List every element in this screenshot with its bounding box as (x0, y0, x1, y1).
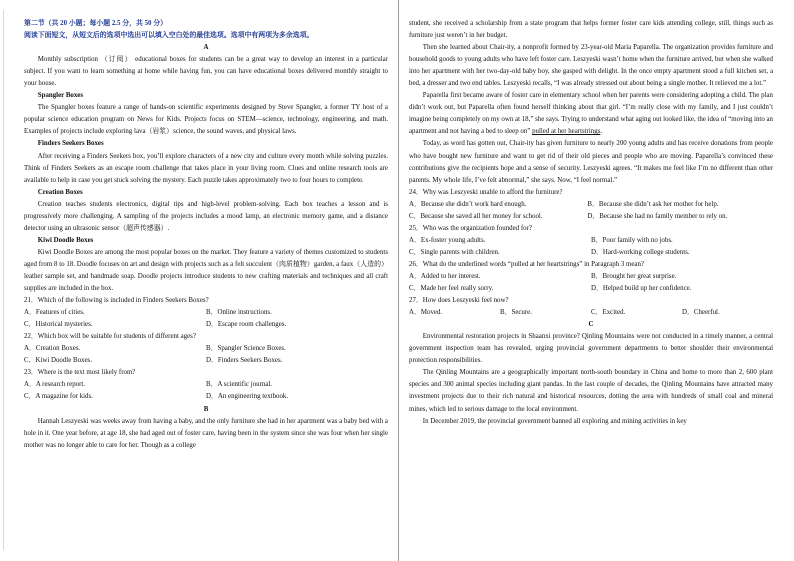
option-b[interactable]: B．Spangler Science Boxes. (206, 345, 286, 353)
option-d[interactable]: D．Helped build up her confidence. (591, 285, 692, 293)
option-c[interactable]: C．A magazine for kids. (24, 393, 93, 401)
passage-c-label: C (588, 321, 594, 329)
passage-b-paragraph-2: Then she learned about Chair-ity, a nonprofit formed by 23-year-old Maria Paparella. The organization provides furniture and household goods to young adults who have left foster care. Leszyeski wasn’t home when the furniture arrived, but when she walked into her apartment with her two-day-old baby boy, she gasped with delight. In the once empty apartment stood a full kitchen set, a bed, a dresser and two end tables. Leszyeski recalls, “I was already stressed out about being a single mother. It relieved me a lot.” (409, 44, 773, 88)
options-24-cd (409, 211, 773, 223)
passage-b-paragraph-4: Today, as word has gotten out, Chair-ity has given furniture to nearly 200 young adults and has receive donations from people who have bought new furniture and want to get rid of their old pieces and people who are moving. Paparella’s convinced these contributions give the recipients hope and a sense of security. Leszyeski agrees. “It makes me feel like I’m no different than other parents. My whole life, I’ve felt abnormal,” she says. Now, “I feel normal.” (409, 140, 773, 184)
page-edge-line (3, 10, 4, 550)
options-22-cd (24, 355, 388, 367)
left-column (24, 18, 388, 558)
option-d[interactable]: D．Escape room challenges. (206, 321, 287, 329)
option-a[interactable]: A．Because she didn’t work hard enough. (409, 200, 527, 208)
item-text: The Spangler boxes feature a range of hands-on scientific experiments designed by Steve Spangler, a former TY host of a popular science education program on News for Kids. Projects focus on STEM—science, technology, engineering, and math. Examples of projects include exploring lava（岩浆）science, the sound waves, and physical laws. (24, 104, 388, 136)
option-a[interactable]: A．A research report. (24, 381, 86, 389)
option-c[interactable]: C．Made her feel really sorry. (409, 285, 494, 293)
passage-b-paragraph-1-cont: student, she received a scholarship from a state program that helps former foster care kids attending college, still, things such as furniture just weren’t in her budget. (409, 20, 773, 40)
paragraph-3-text: Paparella first became aware of foster care in elementary school when her parents were considering adopting a child. The plan didn’t work out, but Paparella often found herself thinking about that girl. “I’m really close with my family, and I just couldn’t imagine being completely on my own at 18,” she says. Trying to understand what aging out looked like, the idea of “moving into an apartment and not having a bed to sleep on” (409, 92, 773, 136)
question-23: 23．Where is the text most likely from? (24, 369, 136, 377)
item-text: After receiving a Finders Seekers box, you’ll explore characters of a new city and culture every month while solving puzzles. Think of Finders Seekers as an escape room challenge that takes place in your living room. Clues and online research tools are available to help in case you get stuck solving the mystery. Each puzzle takes approximately two to four hours to complete. (24, 152, 388, 184)
option-d[interactable]: D．Finders Seekers Boxes. (206, 357, 283, 365)
options-25 (409, 235, 773, 247)
column-divider (398, 0, 399, 561)
option-a[interactable]: A．Moved. (409, 309, 443, 317)
question-22: 22．Which box will be suitable for students of different ages? (24, 333, 196, 341)
passage-c-paragraph-2: The Qinling Mountains are a geographically important north-south boundary in China and home to more than 2, 600 plant species and 300 animal species including giant pandas. In the last couple of decades, the Qinling Mountains have attracted many investment projects due to their rich natural and historical resources, dotting the area with hundreds of small coal and mineral mines, which led to serious damage to the local environment. (409, 369, 773, 413)
option-d[interactable]: D．Cheerful. (682, 309, 720, 317)
options-24 (409, 199, 773, 211)
option-a[interactable]: A．Added to her interest. (409, 272, 481, 280)
passage-b-paragraph-3 (409, 90, 773, 138)
passage-b-paragraph-1: Hannah Leszyeski was weeks away from having a baby, and the only furniture she had in her apartment was a baby bed with a hole in it. One year before, at age 18, she had aged out of foster care, having been in the system since she was four when her single mother was no longer able to care for her. Though as a college (24, 417, 388, 449)
option-c[interactable]: C．Kiwi Doodle Boxes. (24, 357, 92, 365)
right-column (409, 18, 773, 558)
option-b[interactable]: B．Online instructions. (206, 309, 272, 317)
options-27 (409, 307, 773, 319)
option-b[interactable]: B．Brought her great surprise. (591, 272, 677, 280)
item-heading: Kiwi Doodle Boxes (37, 236, 94, 244)
options-22 (24, 343, 388, 355)
option-b[interactable]: B．A scientific journal. (206, 381, 273, 389)
option-b[interactable]: B．Secure. (500, 309, 532, 317)
option-c[interactable]: C．Excited. (591, 309, 626, 317)
option-d[interactable]: D．An engineering textbook. (206, 393, 289, 401)
passage-b-label: B (203, 405, 209, 413)
options-21-cd (24, 319, 388, 331)
item-text: Kiwi Doodle Boxes are among the most popular boxes on the market. They feature a variety of themes customized to students aged from 8 to 18. Doodle focuses on art and design with projects such as a felt succulent（肉质植物）garden, a faux（人造的）leather sample set, and handmade soap. Doodle projects introduce students to new crafting materials and techniques and all craft supplies are included in the box. (24, 248, 388, 293)
option-d[interactable]: D．Because she had no family member to rely on. (587, 212, 728, 220)
option-a[interactable]: A．Creation Boxes. (24, 345, 81, 353)
passage-a-label: A (203, 44, 209, 52)
option-b[interactable]: B．Because she didn’t ask her mother for help. (587, 200, 719, 208)
question-21: 21．Which of the following is included in Finders Seekers Boxes? (24, 297, 209, 305)
option-a[interactable]: A．Ex-foster young adults. (409, 236, 486, 244)
options-23 (24, 379, 388, 391)
passage-a-intro: Monthly subscription （订阅） educational boxes for students can be a great way to develop an interest in a particular subject. If you want to learn something at home while having fun, you can have educational boxes delivered monthly straight to your house. (24, 56, 388, 88)
section-title: 第二节（共 20 小题；每小题 2.5 分，共 50 分） (24, 20, 167, 27)
paragraph-3-end: . (600, 128, 603, 136)
options-23-cd (24, 391, 388, 403)
question-27: 27．How does Leszyeski feel now? (409, 297, 509, 305)
section-instruction: 阅读下面短文，从短文后的选项中选出可以填入空白处的最佳选项。选项中有两项为多余选项。 (24, 32, 314, 40)
item-text: Creation teaches students electronics, digital tips and high-level problem-solving. Each box teaches a lesson and is progressively more challenging. A sampling of the projects includes a mood lamp, an electronic memory game, and a distance detector using an ultrasonic sensor（超声传感器）. (24, 200, 388, 232)
question-26: 26．What do the underlined words “pulled at her heartstrings” in Paragraph 3 mean? (409, 260, 644, 268)
item-heading: Finders Seekers Boxes (37, 140, 104, 148)
passage-c-paragraph-1: Environmental restoration projects in Shaanxi province? Qinling Mountains were not conducted in a timely manner, a central government inspection team has revealed, urging provincial government departments to better shoulder their environmental protection responsibilities. (409, 333, 773, 365)
option-c[interactable]: C．Because she saved all her money for school. (409, 212, 543, 220)
options-26 (409, 271, 773, 283)
underlined-phrase: pulled at her heartstrings (532, 128, 601, 136)
item-heading: Creation Boxes (37, 188, 83, 196)
options-26-cd (409, 283, 773, 295)
options-25-cd (409, 247, 773, 259)
option-c[interactable]: C．Historical mysteries. (24, 321, 93, 329)
item-heading: Spangler Boxes (37, 92, 84, 100)
passage-c-paragraph-3: In December 2019, the provincial government banned all exploring and mining activities in key (422, 417, 687, 425)
option-c[interactable]: C．Single parents with children. (409, 248, 500, 256)
option-d[interactable]: D．Hard-working college students. (591, 248, 690, 256)
option-a[interactable]: A．Features of cities. (24, 309, 85, 317)
question-24: 24．Why was Leszyeski unable to afford the furniture? (409, 188, 563, 196)
question-25: 25．Who was the organization founded for? (409, 224, 532, 232)
options-21 (24, 307, 388, 319)
option-b[interactable]: B．Poor family with no jobs. (591, 236, 673, 244)
